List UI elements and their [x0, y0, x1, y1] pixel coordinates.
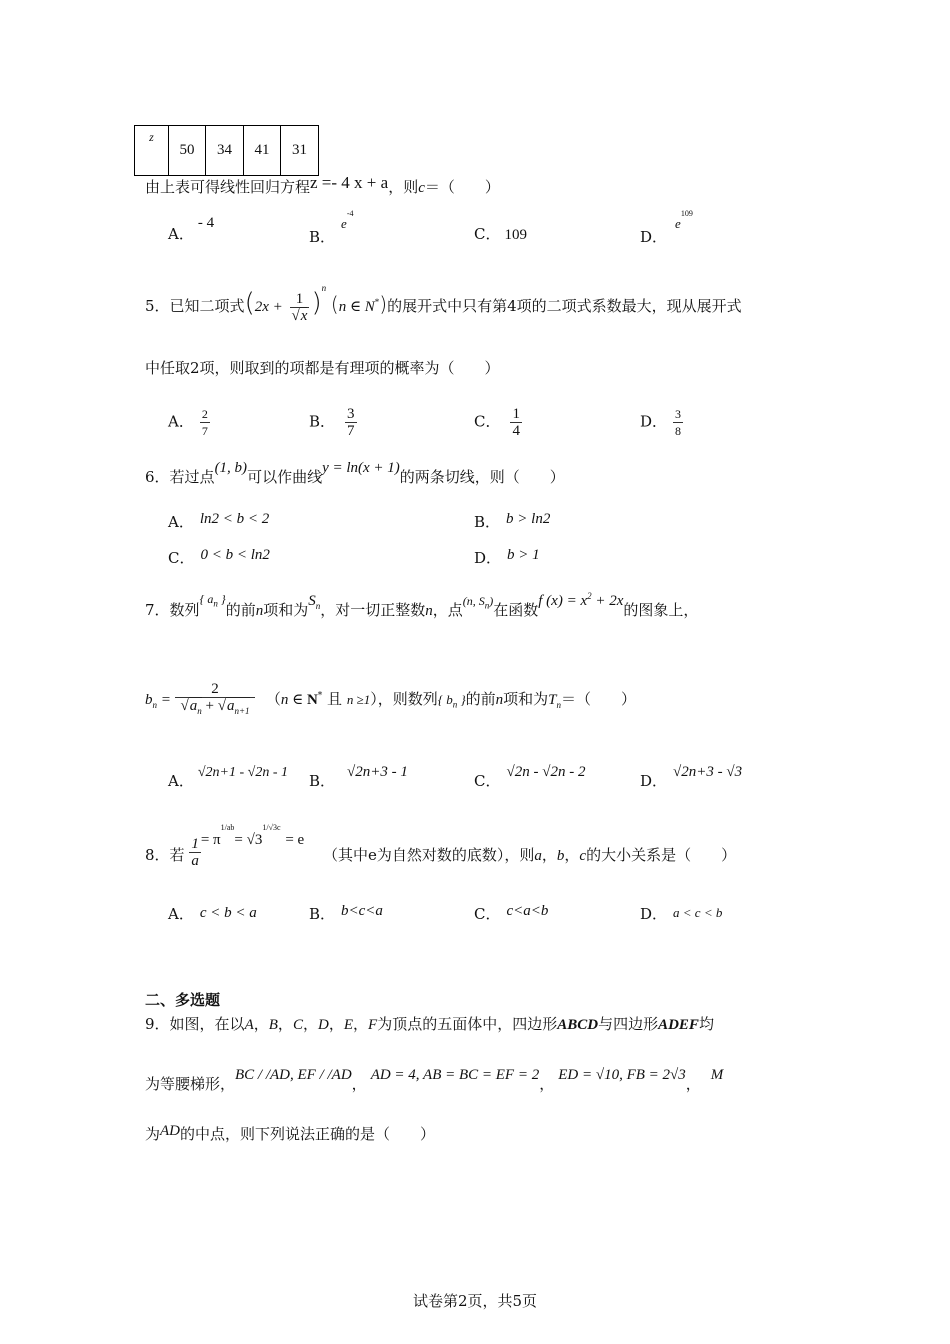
- q9-line2: 为等腰梯形，BC / /AD, EF / /AD， AD = 4, AB = BC = EF = 2， ED = √10, FB = 2√3， M: [145, 1067, 724, 1093]
- q6-option-b: B． b > ln2: [474, 511, 551, 531]
- q8-option-b: B． b<c<a: [309, 903, 383, 923]
- q7-option-a: A． √2n+1 - √2n - 1: [168, 765, 288, 790]
- q5-option-d: D． $\frac{3}{8}$: [640, 407, 682, 438]
- q9-line1: 9．如图，在以A，B，C，D，E，F为顶点的五面体中，四边形ABCD与四边形ADEF均: [145, 1015, 714, 1033]
- q4-option-c: C． 109: [474, 225, 527, 243]
- q9-line3: 为AD的中点，则下列说法正确的是（ ）: [145, 1123, 436, 1143]
- q8-option-d: D． a < c < b: [640, 905, 723, 923]
- q8-stem: 8．若 $\frac{1}{a}$ = $\pi^{1/ab}= √3^{1/√3c} = e$ （其中e为自然对数的底数），则a，b，c的大小关系是（ ）: [145, 823, 737, 869]
- q8-option-a: A． c < b < a: [168, 905, 257, 923]
- q5-stem: 5．已知二项式(2x + $\frac{1}{√x}$ )$^n$ (n ∈ N*)的展开式中只有第4项的二项式系数最大，现从展开式: [145, 283, 742, 324]
- q4-option-d: D．$e^{109}$: [640, 209, 693, 246]
- q7-bn: $b_n$ = $\frac{2}{√a_n + √a_{n+1}}$ （n ∈ N* 且 n ≥1），则数列{ $b_n$ }的前n项和为$T_n=$（ ）: [145, 681, 637, 716]
- section-title: 二、多选题: [145, 991, 221, 1009]
- table-cell-label: z: [135, 126, 169, 176]
- page-footer: 试卷第2页，共5页: [412, 1292, 538, 1310]
- q7-option-c: C． √2n - √2n - 2: [474, 764, 586, 790]
- table-cell: 34: [206, 126, 244, 176]
- q5-option-a: A． $\frac{2}{7}$: [168, 407, 208, 438]
- q5-option-b: B． $\frac{3}{7}$: [309, 406, 355, 439]
- q6-stem: 6．若过点(1, b)可以作曲线y = ln(x + 1)的两条切线，则（ ）: [145, 460, 565, 486]
- table-cell: 41: [244, 126, 281, 176]
- q7-option-b: B． √2n+3 - 1: [309, 764, 408, 790]
- q6-option-a: A． ln2 < b < 2: [168, 511, 270, 531]
- table-cell: 31: [281, 126, 319, 176]
- q4-option-b: B．$e^{-4}$: [309, 209, 354, 246]
- q4-option-a: A．- 4: [168, 215, 215, 243]
- q4-stem: 由上表可得线性回归方程z =- 4 x + a，则c＝（ ）: [145, 173, 500, 196]
- q6-option-c: C． 0 < b < ln2: [168, 547, 270, 567]
- data-table: [134, 125, 319, 176]
- q7-stem: 7．数列$^{\{ a_n \}}$的前n项和为$S_n$，对一切正整数n，点$^{(n, S_n)}$在函数f $(x) = x^2 + 2x$的图象上，: [145, 591, 699, 619]
- table-row: [135, 126, 319, 176]
- table-cell: 50: [169, 126, 206, 176]
- q5-option-c: C． $\frac{1}{4}$: [474, 406, 520, 439]
- q5-line2: 中任取2项，则取到的项都是有理项的概率为（ ）: [145, 359, 500, 377]
- q8-option-c: C． c<a<b: [474, 903, 549, 923]
- q6-option-d: D． b > 1: [474, 547, 540, 567]
- q7-option-d: D． √2n+3 - √3: [640, 764, 743, 790]
